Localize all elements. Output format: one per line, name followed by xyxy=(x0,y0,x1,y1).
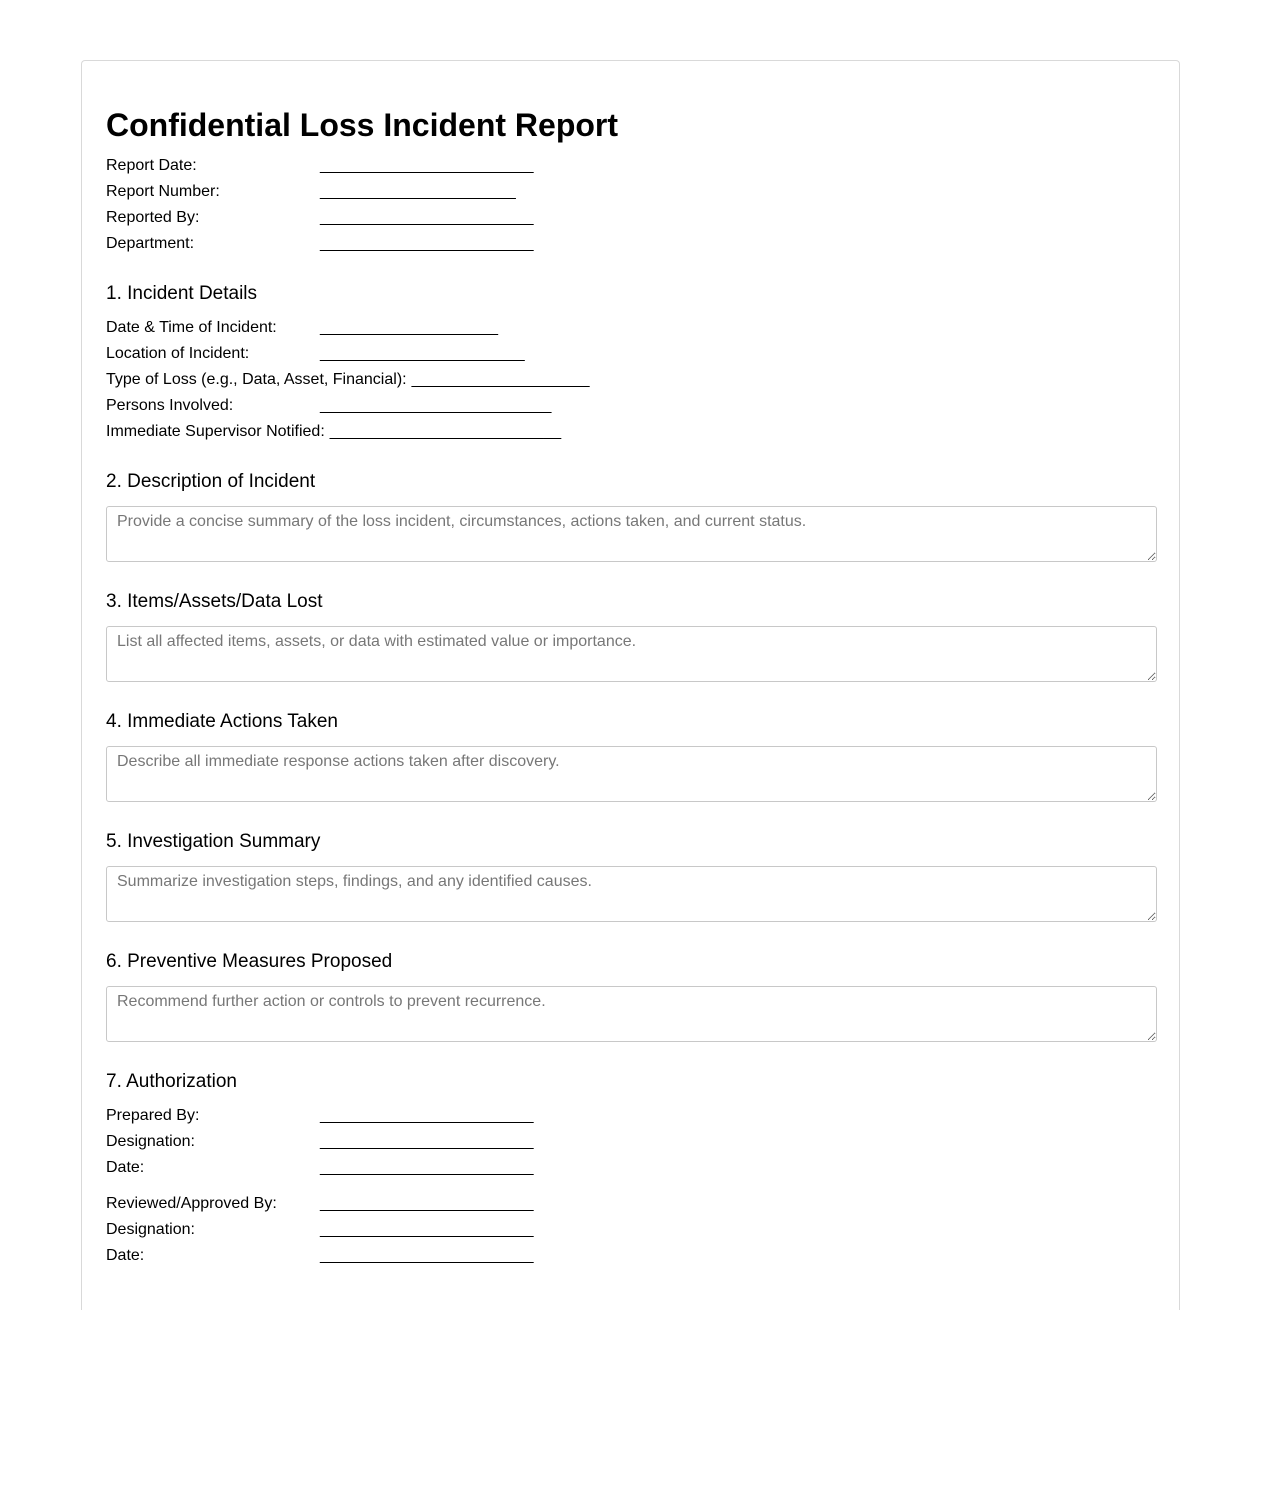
report-date-blank[interactable]: ________________________ xyxy=(320,157,534,174)
department-blank[interactable]: ________________________ xyxy=(320,235,534,252)
reviewed-fields xyxy=(106,1188,1157,1266)
report-number-row xyxy=(106,176,1157,202)
prepared-date-row xyxy=(106,1152,1157,1178)
reported-by-label: Reported By: xyxy=(106,209,200,226)
section-preventive-title: 6. Preventive Measures Proposed xyxy=(106,951,393,972)
preventive-textarea[interactable] xyxy=(106,986,1157,1042)
reviewed-designation-label: Designation: xyxy=(106,1221,195,1238)
investigation-textarea[interactable] xyxy=(106,866,1157,922)
incident-location-row xyxy=(106,338,1157,364)
supervisor-notified-row xyxy=(106,416,1157,442)
incident-datetime-blank[interactable]: ____________________ xyxy=(320,319,498,336)
incident-location-blank[interactable]: _______________________ xyxy=(320,345,525,362)
reviewed-designation-blank[interactable]: ________________________ xyxy=(320,1221,534,1238)
prepared-by-row xyxy=(106,1100,1157,1126)
description-textarea[interactable] xyxy=(106,506,1157,562)
prepared-date-label: Date: xyxy=(106,1159,145,1176)
report-content xyxy=(106,105,1157,1266)
section-items-lost-title: 3. Items/Assets/Data Lost xyxy=(106,591,323,612)
department-label: Department: xyxy=(106,235,195,252)
prepared-date-blank[interactable]: ________________________ xyxy=(320,1159,534,1176)
report-date-row xyxy=(106,150,1157,176)
authorization-spacer xyxy=(106,1178,1157,1188)
reviewed-date-row xyxy=(106,1240,1157,1266)
reviewed-designation-row xyxy=(106,1214,1157,1240)
loss-type-label: Type of Loss (e.g., Data, Asset, Financial): xyxy=(106,371,407,388)
loss-type-blank[interactable]: ____________________ xyxy=(411,371,590,388)
reviewed-by-blank[interactable]: ________________________ xyxy=(320,1195,534,1212)
prepared-by-label: Prepared By: xyxy=(106,1107,200,1124)
section-investigation-title: 5. Investigation Summary xyxy=(106,831,321,852)
section-description-title: 2. Description of Incident xyxy=(106,471,316,492)
items-lost-textarea[interactable] xyxy=(106,626,1157,682)
header-fields xyxy=(106,150,1157,254)
reported-by-blank[interactable]: ________________________ xyxy=(320,209,534,226)
incident-datetime-label: Date & Time of Incident: xyxy=(106,319,277,336)
prepared-fields xyxy=(106,1100,1157,1178)
immediate-actions-textarea[interactable] xyxy=(106,746,1157,802)
report-number-blank[interactable]: ______________________ xyxy=(320,183,516,200)
persons-involved-label: Persons Involved: xyxy=(106,397,234,414)
incident-details-fields xyxy=(106,312,1157,442)
incident-datetime-row xyxy=(106,312,1157,338)
incident-location-label: Location of Incident: xyxy=(106,345,250,362)
reported-by-row xyxy=(106,202,1157,228)
reviewed-date-blank[interactable]: ________________________ xyxy=(320,1247,534,1264)
prepared-designation-row xyxy=(106,1126,1157,1152)
prepared-by-blank[interactable]: ________________________ xyxy=(320,1107,534,1124)
prepared-designation-blank[interactable]: ________________________ xyxy=(320,1133,534,1150)
loss-type-row xyxy=(106,364,1157,390)
report-number-label: Report Number: xyxy=(106,183,220,200)
reviewed-by-label: Reviewed/Approved By: xyxy=(106,1195,277,1212)
department-row xyxy=(106,228,1157,254)
report-card xyxy=(81,60,1180,1310)
supervisor-notified-label: Immediate Supervisor Notified: xyxy=(106,423,325,440)
page-title: Confidential Loss Incident Report xyxy=(106,107,619,143)
prepared-designation-label: Designation: xyxy=(106,1133,195,1150)
section-authorization-title: 7. Authorization xyxy=(106,1071,237,1092)
reviewed-by-row xyxy=(106,1188,1157,1214)
persons-involved-blank[interactable]: __________________________ xyxy=(320,397,552,414)
section-incident-details-title: 1. Incident Details xyxy=(106,283,258,304)
section-immediate-actions-title: 4. Immediate Actions Taken xyxy=(106,711,338,732)
persons-involved-row xyxy=(106,390,1157,416)
supervisor-notified-blank[interactable]: __________________________ xyxy=(329,423,562,440)
reviewed-date-label: Date: xyxy=(106,1247,145,1264)
report-date-label: Report Date: xyxy=(106,157,197,174)
